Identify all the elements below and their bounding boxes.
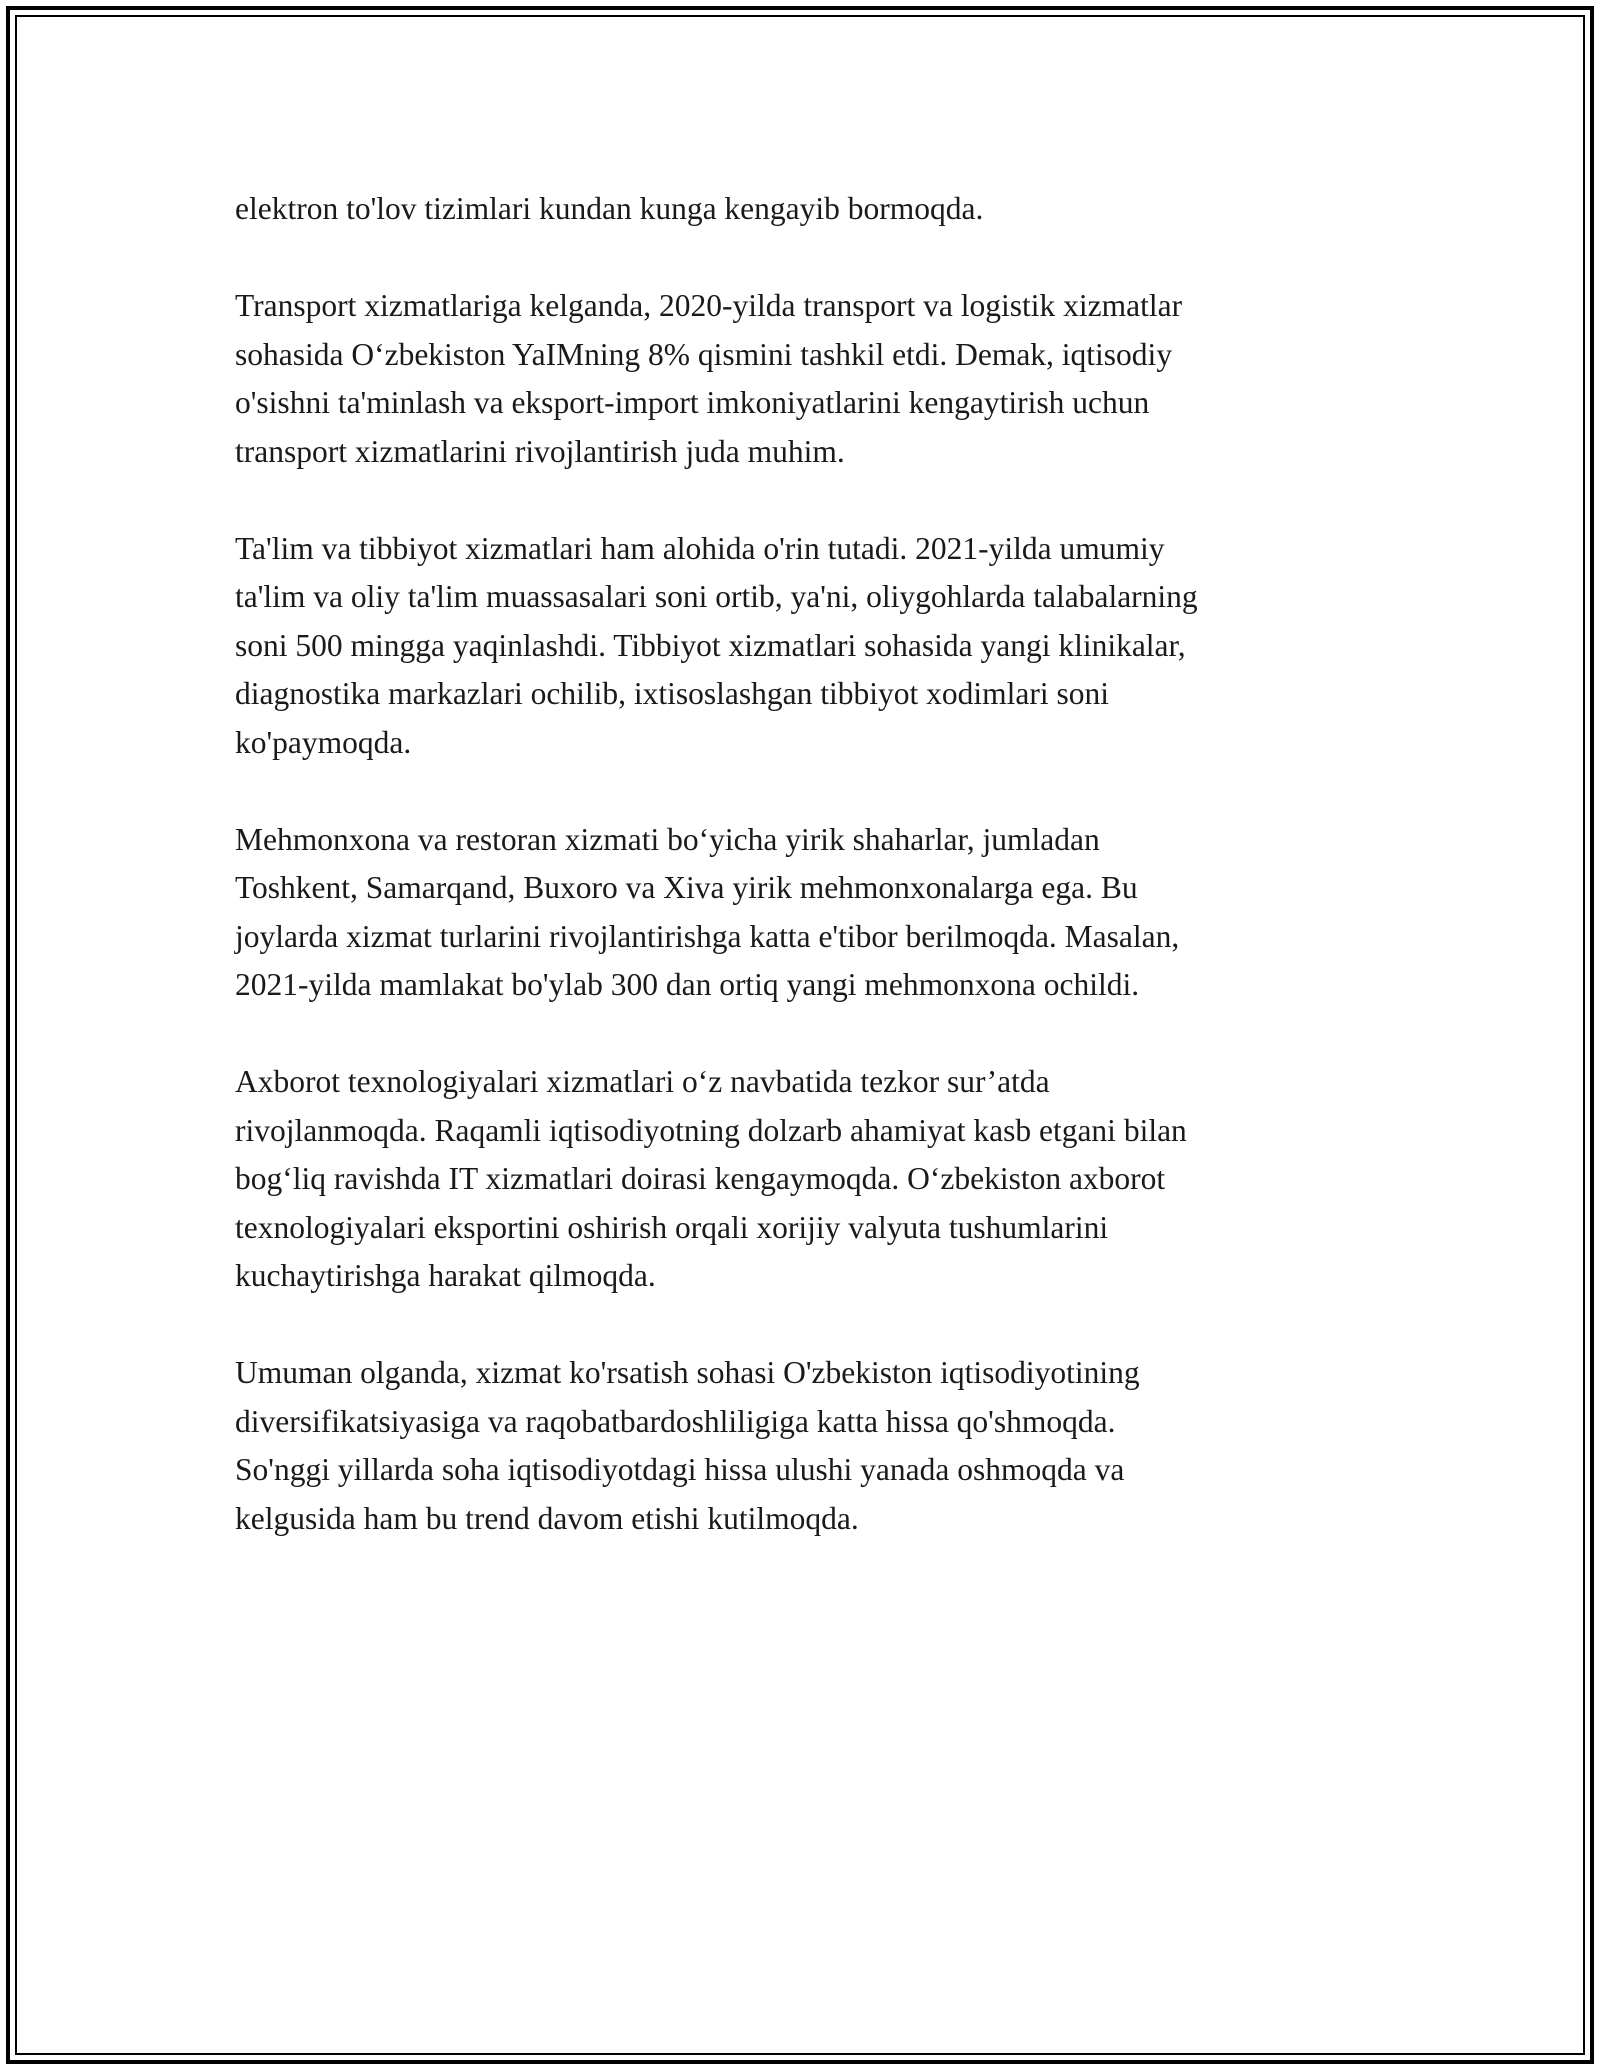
text-line: elektron to'lov tizimlari kundan kunga kengayib bormoqda. [235,191,984,226]
text-line: texnologiyalari eksportini oshirish orqali xorijiy valyuta tushumlarini [235,1209,1109,1245]
paragraph-it [235,1058,1415,1301]
text-line: joylarda xizmat turlarini rivojlantirishga katta e'tibor berilmoqda. Masalan, [235,918,1180,954]
text-line: kelgusida ham bu trend davom etishi kutilmoqda. [235,1500,859,1536]
text-line: Toshkent, Samarqand, Buxoro va Xiva yirik mehmonxonalarga ega. Bu [235,870,1138,905]
text-line: transport xizmatlarini rivojlantirish juda muhim. [235,433,845,469]
text-line: Umuman olganda, xizmat ko'rsatish sohasi O'zbekiston iqtisodiyotining [235,1355,1140,1390]
text-line: rivojlanmoqda. Raqamli iqtisodiyotning dolzarb ahamiyat kasb etgani bilan [235,1112,1187,1148]
text-line: ta'lim va oliy ta'lim muassasalari soni ortib, ya'ni, oliygohlarda talabalarning [235,579,1198,614]
text-line: kuchaytirishga harakat qilmoqda. [235,1258,656,1293]
text-line: Axborot texnologiyalari xizmatlari o‘z navbatida tezkor sur’atda [235,1064,1050,1099]
paragraph-payments [235,185,1415,234]
paragraph-education-health [235,525,1415,768]
paragraph-conclusion [235,1349,1415,1543]
paragraph-hospitality [235,816,1415,1010]
text-line: diversifikatsiyasiga va raqobatbardoshliligiga katta hissa qo'shmoqda. [235,1403,1116,1439]
text-line: Transport xizmatlariga kelganda, 2020-yilda transport va logistik xizmatlar [235,288,1183,323]
text-line: ko'paymoqda. [235,724,412,760]
text-line: soni 500 mingga yaqinlashdi. Tibbiyot xizmatlari sohasida yangi klinikalar, [235,627,1186,663]
paragraph-transport [235,282,1415,476]
text-line: bog‘liq ravishda IT xizmatlari doirasi kengaymoqda. O‘zbekiston axborot [235,1161,1166,1196]
text-line: diagnostika markazlari ochilib, ixtisoslashgan tibbiyot xodimlari soni [235,676,1109,711]
text-line: Mehmonxona va restoran xizmati bo‘yicha yirik shaharlar, jumladan [235,821,1100,857]
document-body [235,185,1415,1592]
text-line: sohasida O‘zbekiston YaIMning 8% qismini tashkil etdi. Demak, iqtisodiy [235,336,1173,372]
text-line: o'sishni ta'minlash va eksport-import imkoniyatlarini kengaytirish uchun [235,385,1150,420]
text-line: Ta'lim va tibbiyot xizmatlari ham alohida o'rin tutadi. 2021-yilda umumiy [235,530,1165,566]
text-line: 2021-yilda mamlakat bo'ylab 300 dan ortiq yangi mehmonxona ochildi. [235,967,1140,1002]
text-line: So'nggi yillarda soha iqtisodiyotdagi hissa ulushi yanada oshmoqda va [235,1452,1125,1487]
